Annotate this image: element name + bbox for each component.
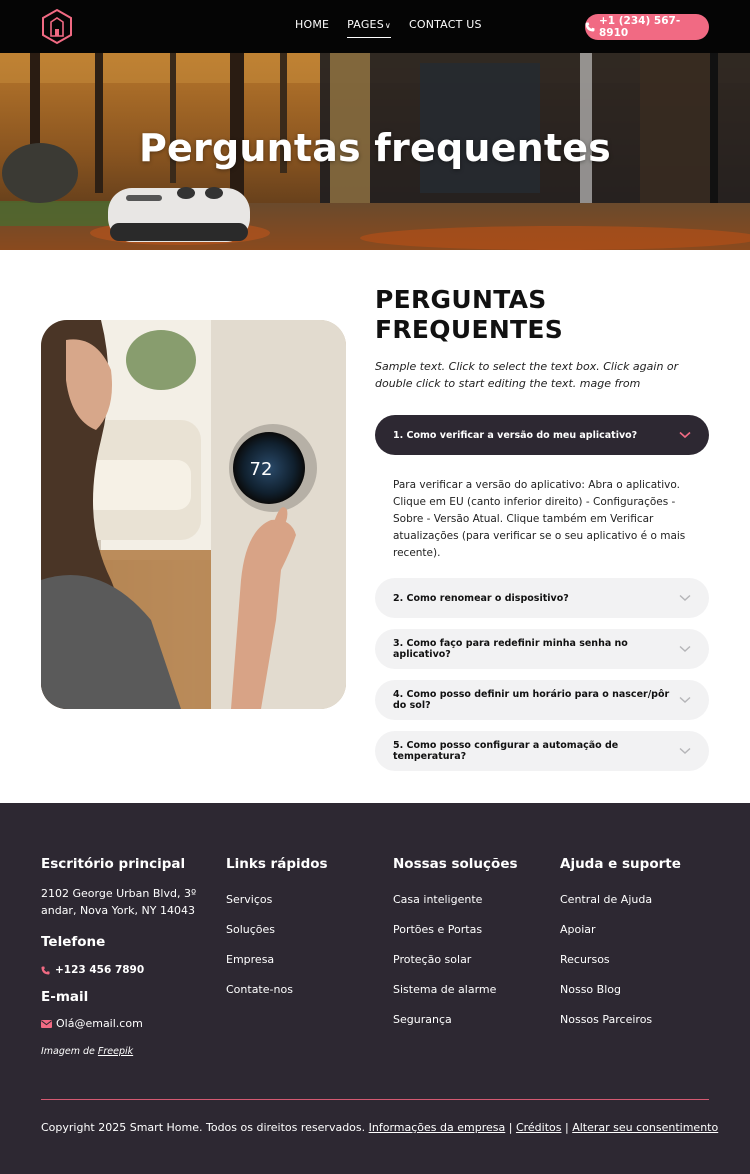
thermostat-photo-art [41, 320, 346, 709]
faq-question-3: 3. Como faço para redefinir minha senha no aplicativo? [393, 638, 628, 660]
main-nav [295, 18, 482, 38]
copyright-line [41, 1121, 721, 1134]
chevron-down-icon [679, 747, 691, 755]
copyright-text: Copyright 2025 Smart Home. Todos os direitos reservados. [41, 1121, 366, 1134]
solution-link-solar-protection[interactable]: Proteção solar [393, 953, 472, 966]
chevron-down-icon [679, 696, 691, 704]
faq-item-2[interactable] [375, 578, 709, 618]
quick-link-services[interactable]: Serviços [226, 893, 273, 906]
chevron-down-icon [679, 594, 691, 602]
company-info-link[interactable]: Informações da empresa [368, 1121, 506, 1134]
thermostat-photo [41, 320, 346, 709]
separator: | [565, 1121, 569, 1134]
faq-answer-1: Para verificar a versão do aplicativo: Abra o aplicativo. Clique em EU (canto inferior direito) - Configurações - Sobre - Versão Atual. Clique também em Verificar atualizações (para verificar se o seu aplicativo é o mais recente). [393, 479, 686, 559]
faq-item-5[interactable] [375, 731, 709, 771]
support-link-help-center[interactable]: Central de Ajuda [560, 893, 653, 906]
faq-question-1: 1. Como verificar a versão do meu aplicativo? [393, 429, 638, 441]
nav-home[interactable]: HOME [295, 18, 330, 31]
image-credit [41, 1046, 133, 1057]
support-link-partners[interactable]: Nossos Parceiros [560, 1013, 653, 1026]
faq-item-3[interactable] [375, 629, 709, 669]
footer-email[interactable] [41, 1017, 143, 1030]
office-title: Escritório principal [41, 856, 186, 872]
consent-link[interactable]: Alterar seu consentimento [572, 1121, 719, 1134]
phone-icon [41, 966, 50, 975]
phone-title: Telefone [41, 934, 106, 950]
thermostat-reading: 72 [249, 459, 273, 480]
support-link-support[interactable]: Apoiar [560, 923, 596, 936]
faq-item-4[interactable] [375, 680, 709, 720]
nav-contact[interactable]: CONTACT US [408, 18, 482, 31]
footer-divider [41, 1099, 709, 1100]
support-link-resources[interactable]: Recursos [560, 953, 610, 966]
chevron-down-icon: ∨ [384, 21, 391, 30]
page-title: Perguntas frequentes [138, 126, 611, 170]
chevron-down-icon [679, 645, 691, 653]
site-footer [0, 803, 750, 1174]
quick-link-contact[interactable]: Contate-nos [226, 983, 293, 996]
nav-pages[interactable] [347, 18, 391, 38]
faq-question-4: 4. Como posso definir um horário para o nascer/pôr do sol? [393, 689, 670, 711]
faq-question-5: 5. Como posso configurar a automação de temperatura? [393, 740, 619, 762]
phone-button-label: +1 (234) 567-8910 [598, 15, 681, 39]
separator: | [508, 1121, 513, 1134]
image-credit-prefix: Imagem de [41, 1046, 98, 1057]
faq-heading-line1: PERGUNTAS [375, 285, 547, 314]
solution-link-alarm-system[interactable]: Sistema de alarme [393, 983, 497, 996]
footer-phone[interactable] [41, 964, 144, 976]
solution-link-gates-doors[interactable]: Portões e Portas [393, 923, 483, 936]
nav-pages-label: PAGES [347, 18, 384, 31]
credits-link[interactable]: Créditos [515, 1121, 562, 1134]
office-address: 2102 George Urban Blvd, 3º andar, Nova York, NY 14043 [41, 887, 197, 917]
phone-icon [585, 22, 595, 32]
robot-vacuum-icon [108, 187, 250, 242]
solutions-title: Nossas soluções [393, 856, 518, 872]
mail-icon [41, 1020, 52, 1028]
faq-subtitle: Sample text. Click to select the text box. Click again or double click to start editing the text. mage from [375, 360, 679, 390]
freepik-link[interactable]: Freepik [97, 1046, 134, 1057]
faq-heading-line2: FREQUENTES [375, 315, 564, 344]
chevron-down-icon [679, 431, 691, 439]
hero-banner [0, 53, 750, 250]
footer-phone-text: +123 456 7890 [55, 964, 145, 976]
email-title: E-mail [41, 989, 89, 1005]
quick-links-title: Links rápidos [226, 856, 328, 872]
phone-button[interactable] [585, 14, 709, 40]
solution-link-security[interactable]: Segurança [393, 1013, 452, 1026]
quick-link-solutions[interactable]: Soluções [226, 923, 276, 936]
support-link-blog[interactable]: Nosso Blog [560, 983, 621, 996]
site-header [0, 0, 750, 53]
faq-item-1[interactable] [375, 415, 709, 455]
faq-question-2: 2. Como renomear o dispositivo? [393, 592, 569, 604]
solution-link-smart-home[interactable]: Casa inteligente [393, 893, 483, 906]
quick-link-company[interactable]: Empresa [226, 953, 275, 966]
support-title: Ajuda e suporte [560, 856, 681, 872]
faq-heading [375, 285, 695, 345]
house-logo-icon[interactable] [40, 8, 74, 45]
footer-email-text: Olá@email.com [56, 1017, 143, 1030]
